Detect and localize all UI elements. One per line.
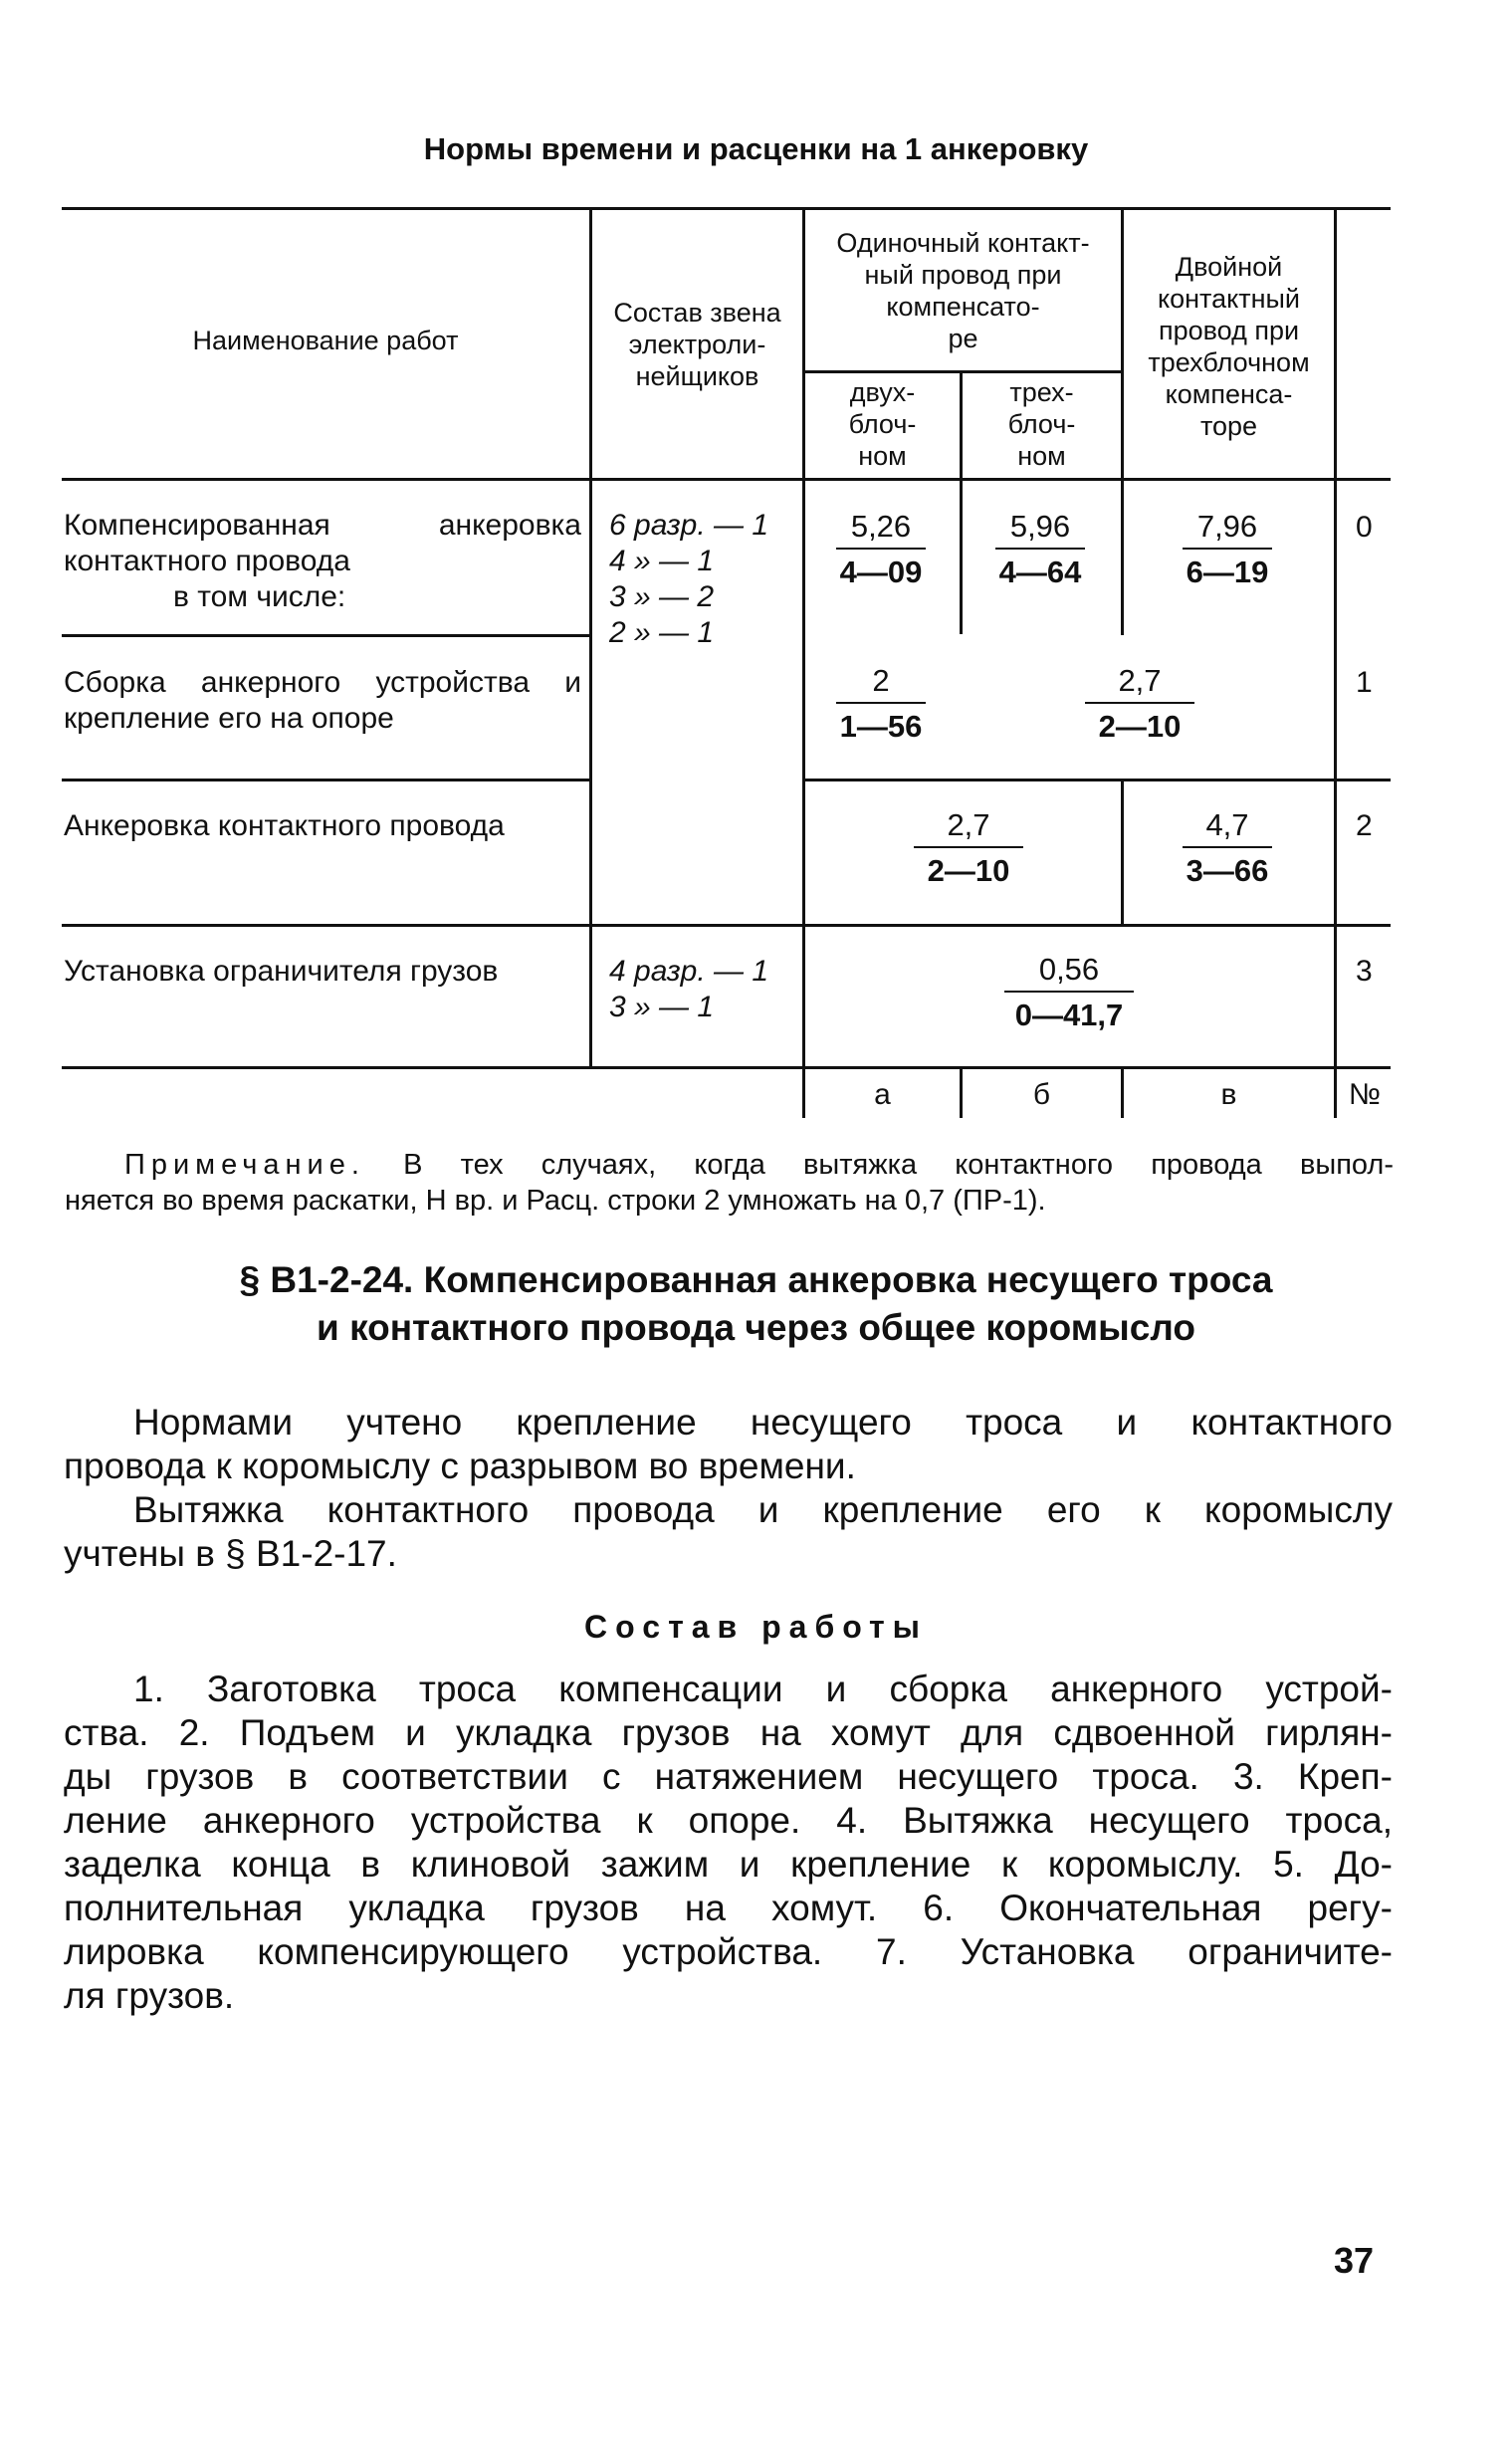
header-crew (592, 297, 802, 392)
row-0-value-b (985, 508, 1095, 591)
row-1-value-bv (1075, 662, 1204, 746)
header-single (805, 227, 1121, 354)
crew-line: 6 разр. — 1 (609, 509, 769, 542)
time-norm: 4,7 (1205, 807, 1249, 842)
para-line: Вытяжка контактного провода и крепление его к коромыслу (133, 1489, 1393, 1530)
col-rule-no (1334, 207, 1337, 1066)
fraction-bar (914, 846, 1023, 848)
rate: 2—10 (1098, 709, 1182, 744)
rate: 6—19 (1186, 555, 1269, 589)
fraction-bar (1004, 991, 1134, 993)
header-two-block-line: ном (858, 441, 907, 471)
fraction-bar (1085, 702, 1194, 704)
table-title: Нормы времени и расценки на 1 анкеровку (423, 131, 1089, 166)
fraction-bar (836, 548, 926, 550)
note-text-1: В тех случаях, когда вытяжка контактного провода выпол- (403, 1149, 1394, 1181)
header-double-line: торе (1199, 411, 1258, 441)
header-double (1124, 251, 1334, 442)
header-double-line: Двойной (1175, 252, 1283, 282)
work-heading: Состав работы (584, 1609, 928, 1645)
section-title-line: и контактного провода через общее коромысло (317, 1307, 1195, 1348)
time-norm: 2,7 (1118, 663, 1162, 698)
row-rule-3 (62, 924, 1391, 927)
row-name-line: Компенсированная анкеровка (64, 509, 581, 542)
row-3-name (64, 954, 581, 990)
header-crew-line: электроли- (628, 330, 766, 359)
time-norm: 5,26 (850, 509, 912, 544)
header-two-block (805, 376, 960, 472)
time-norm: 5,96 (1009, 509, 1071, 544)
rate: 3—66 (1186, 853, 1269, 888)
crew-line: 2 » — 1 (609, 616, 715, 649)
header-three-block-line: трех- (1009, 377, 1074, 407)
page-number: 37 (1334, 2240, 1375, 2281)
row-name-line: контактного провода (64, 545, 350, 577)
row-name-line: в том числе: (173, 580, 346, 613)
work-line: ды грузов в соответствии с натяжением несущего троса. 3. Креп- (64, 1756, 1393, 1797)
row-2-name (64, 808, 581, 844)
para-line: учтены в § В1-2-17. (64, 1533, 397, 1574)
note-label: Примечание. (124, 1149, 365, 1181)
header-crew-line: нейщиков (635, 361, 759, 391)
fraction-bar (1183, 846, 1272, 848)
row-3-value-abv (999, 951, 1139, 1034)
row-1-value-a (826, 662, 936, 746)
column-letter-no: № (1348, 1078, 1382, 1111)
para-line: провода к коромыслу с разрывом во времени. (64, 1446, 856, 1486)
header-single-line: Одиночный контакт- (836, 228, 1090, 258)
section-title-line: § В1-2-24. Компенсированная анкеровка несущего троса (239, 1259, 1273, 1300)
row-0-number: 0 (1356, 511, 1373, 544)
fraction-bar (836, 702, 926, 704)
header-crew-line: Состав звена (613, 298, 781, 328)
table-note (65, 1147, 1394, 1219)
time-norm: 7,96 (1196, 509, 1258, 544)
col-rule-v2 (1121, 779, 1124, 924)
fraction-bar (995, 548, 1085, 550)
header-two-block-line: блоч- (848, 409, 917, 439)
time-norm: 2,7 (947, 807, 990, 842)
row-rule-1 (62, 634, 589, 637)
rate: 1—56 (839, 709, 923, 744)
row-rule-2 (62, 779, 589, 781)
row-2-value-v (1173, 806, 1282, 890)
header-single-line: компенсато- (886, 292, 1040, 322)
header-sub-rule (804, 370, 1121, 373)
note-line-1 (124, 1147, 1394, 1183)
crew-line: 4 » — 1 (609, 545, 715, 577)
rate: 4—09 (839, 555, 923, 589)
crew-group-1 (609, 508, 788, 651)
work-line: ля грузов. (64, 1975, 235, 2016)
row-3-number: 3 (1356, 955, 1373, 988)
header-three-block (963, 376, 1121, 472)
header-three-block-line: ном (1017, 441, 1066, 471)
time-norm: 0,56 (1038, 952, 1100, 987)
column-letter-a: а (874, 1078, 891, 1111)
row-rule-2b (804, 779, 1391, 781)
fraction-bar (1183, 548, 1272, 550)
crew-line: 3 » — 2 (609, 580, 715, 613)
col-rule-a-lower (802, 779, 805, 1066)
work-line: полнительная укладка грузов на хомут. 6. Окончательная регу- (64, 1888, 1393, 1928)
rate: 0—41,7 (1014, 998, 1124, 1032)
header-bottom-rule (62, 478, 1391, 481)
header-three-block-line: блоч- (1007, 409, 1076, 439)
work-line: ства. 2. Подъем и укладка грузов на хомут для сдвоенной гирлян- (64, 1712, 1393, 1753)
header-double-line: провод при (1158, 316, 1300, 345)
row-name-line: Сборка анкерного устройства и (64, 666, 581, 699)
row-2-number: 2 (1356, 809, 1373, 842)
intro-paragraph-1 (64, 1401, 1393, 1488)
header-single-line: ре (948, 324, 978, 353)
note-text-2: няется во время раскатки, Н вр. и Расц. строки 2 умножать на 0,7 (ПР-1). (65, 1185, 1046, 1217)
section-title (0, 1256, 1512, 1352)
work-line: 1. Заготовка троса компенсации и сборка анкерного устрой- (133, 1669, 1393, 1709)
work-list (64, 1668, 1393, 2018)
row-0-value-a (826, 508, 936, 591)
crew-group-2 (609, 954, 788, 1025)
header-double-line: компенса- (1165, 379, 1293, 409)
table-bottom-rule (62, 1066, 1391, 1069)
crew-line: 4 разр. — 1 (609, 955, 769, 988)
row-name-line: Установка ограничителя грузов (64, 955, 499, 988)
col-rule-a-row2 (802, 637, 805, 779)
row-2-value-ab (904, 806, 1033, 890)
table-top-rule (62, 207, 1391, 210)
work-line: лировка компенсирующего устройства. 7. Установка ограничите- (64, 1931, 1393, 1972)
para-line: Нормами учтено крепление несущего троса и контактного (133, 1402, 1393, 1443)
row-0-name (64, 508, 581, 615)
header-double-line: трехблочном (1148, 347, 1310, 377)
row-0-value-v (1173, 508, 1282, 591)
work-line: заделка конца в клиновой зажим и крепление к коромыслу. 5. До- (64, 1844, 1393, 1885)
header-two-block-line: двух- (849, 377, 916, 407)
crew-line: 3 » — 1 (609, 991, 715, 1023)
time-norm: 2 (872, 663, 890, 698)
column-letter-v: в (1220, 1078, 1237, 1111)
intro-paragraph-2 (64, 1488, 1393, 1576)
row-1-name (64, 665, 581, 737)
row-name-line: крепление его на опоре (64, 702, 394, 735)
header-double-line: контактный (1157, 284, 1300, 314)
column-letter-b: б (1032, 1078, 1051, 1111)
row-name-line: Анкеровка контактного провода (64, 809, 505, 842)
rate: 4—64 (998, 555, 1082, 589)
row-1-number: 1 (1356, 666, 1373, 699)
header-work-name: Наименование работ (192, 326, 459, 355)
rate: 2—10 (927, 853, 1010, 888)
work-line: ление анкерного устройства к опоре. 4. Вытяжка несущего троса, (64, 1800, 1393, 1841)
header-single-line: ный провод при (864, 260, 1062, 290)
